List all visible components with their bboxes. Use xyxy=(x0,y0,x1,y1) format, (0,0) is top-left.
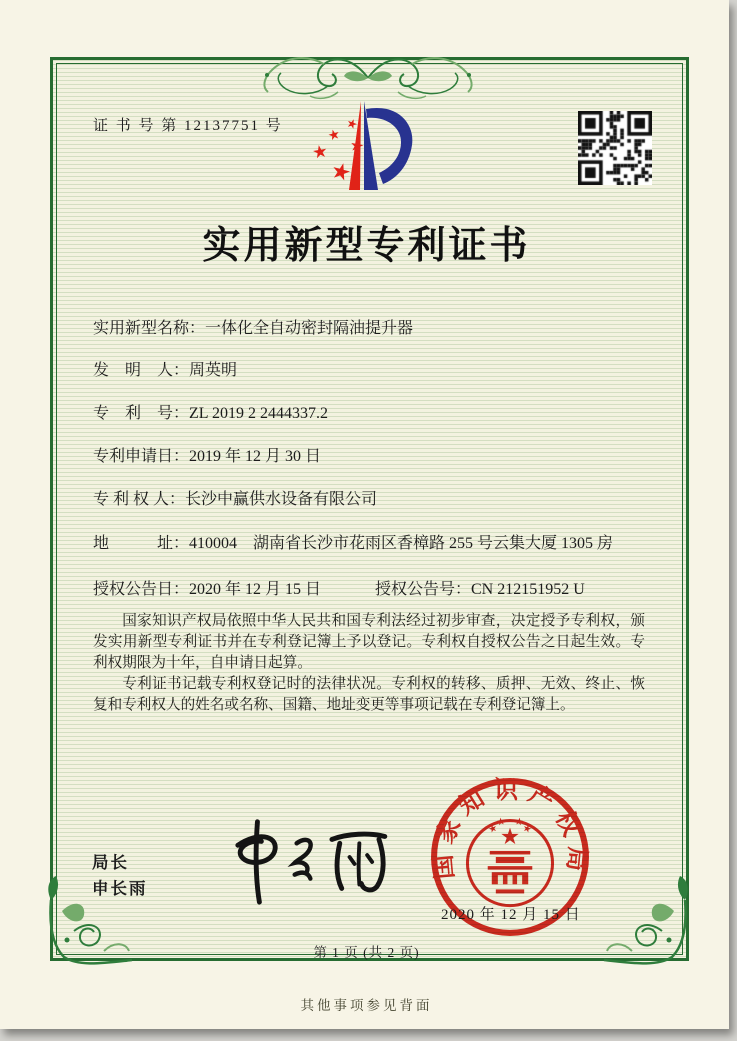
qr-code xyxy=(578,111,652,185)
field-address: 地 址：410004 湖南省长沙市花雨区香樟路 255 号云集大厦 1305 房 xyxy=(93,535,614,552)
field-patentee: 专 利 权 人：长沙中赢供水设备有限公司 xyxy=(93,491,378,508)
handwritten-signature-icon xyxy=(196,810,411,908)
field-patent-name: 实用新型名称：一体化全自动密封隔油提升器 xyxy=(93,320,414,337)
field-patent-number: 专 利 号：ZL 2019 2 2444337.2 xyxy=(93,405,328,422)
page-indicator: 第 1 页 (共 2 页) xyxy=(313,945,420,960)
certificate-number: 证 书 号 第 12137751 号 xyxy=(93,118,283,134)
seal-date: 2020 年 12 月 15 日 xyxy=(441,907,581,923)
field-grant-number: 授权公告号：CN 212151952 U xyxy=(375,581,585,598)
seal-ring-text: 国家知识产权局 xyxy=(429,777,591,881)
signer-title: 局长 xyxy=(92,854,129,872)
field-grant-date: 授权公告日：2020 年 12 月 15 日 xyxy=(93,581,322,598)
national-emblem-icon xyxy=(467,817,552,906)
field-inventor: 发 明 人：周英明 xyxy=(93,362,238,379)
back-side-note: 其他事项参见背面 xyxy=(300,998,433,1013)
legal-text xyxy=(93,611,645,716)
certificate-title: 实用新型专利证书 xyxy=(202,225,531,267)
signer-name: 申长雨 xyxy=(92,880,148,898)
field-filing-date: 专利申请日：2019 年 12 月 30 日 xyxy=(93,448,322,465)
cnipa-logo-icon xyxy=(303,96,421,198)
legal-paragraph: 专利证书记载专利权登记时的法律状况。专利权的转移、质押、无效、终止、恢复和专利权人的姓名或名称、国籍、地址变更等事项记载在专利登记簿上。 xyxy=(93,676,645,713)
legal-paragraph: 国家知识产权局依照中华人民共和国专利法经过初步审查，决定授予专利权，颁发实用新型专利证书并在专利登记簿上予以登记。专利权自授权公告之日起生效。专利权期限为十年，自申请日起算。 xyxy=(93,613,645,671)
